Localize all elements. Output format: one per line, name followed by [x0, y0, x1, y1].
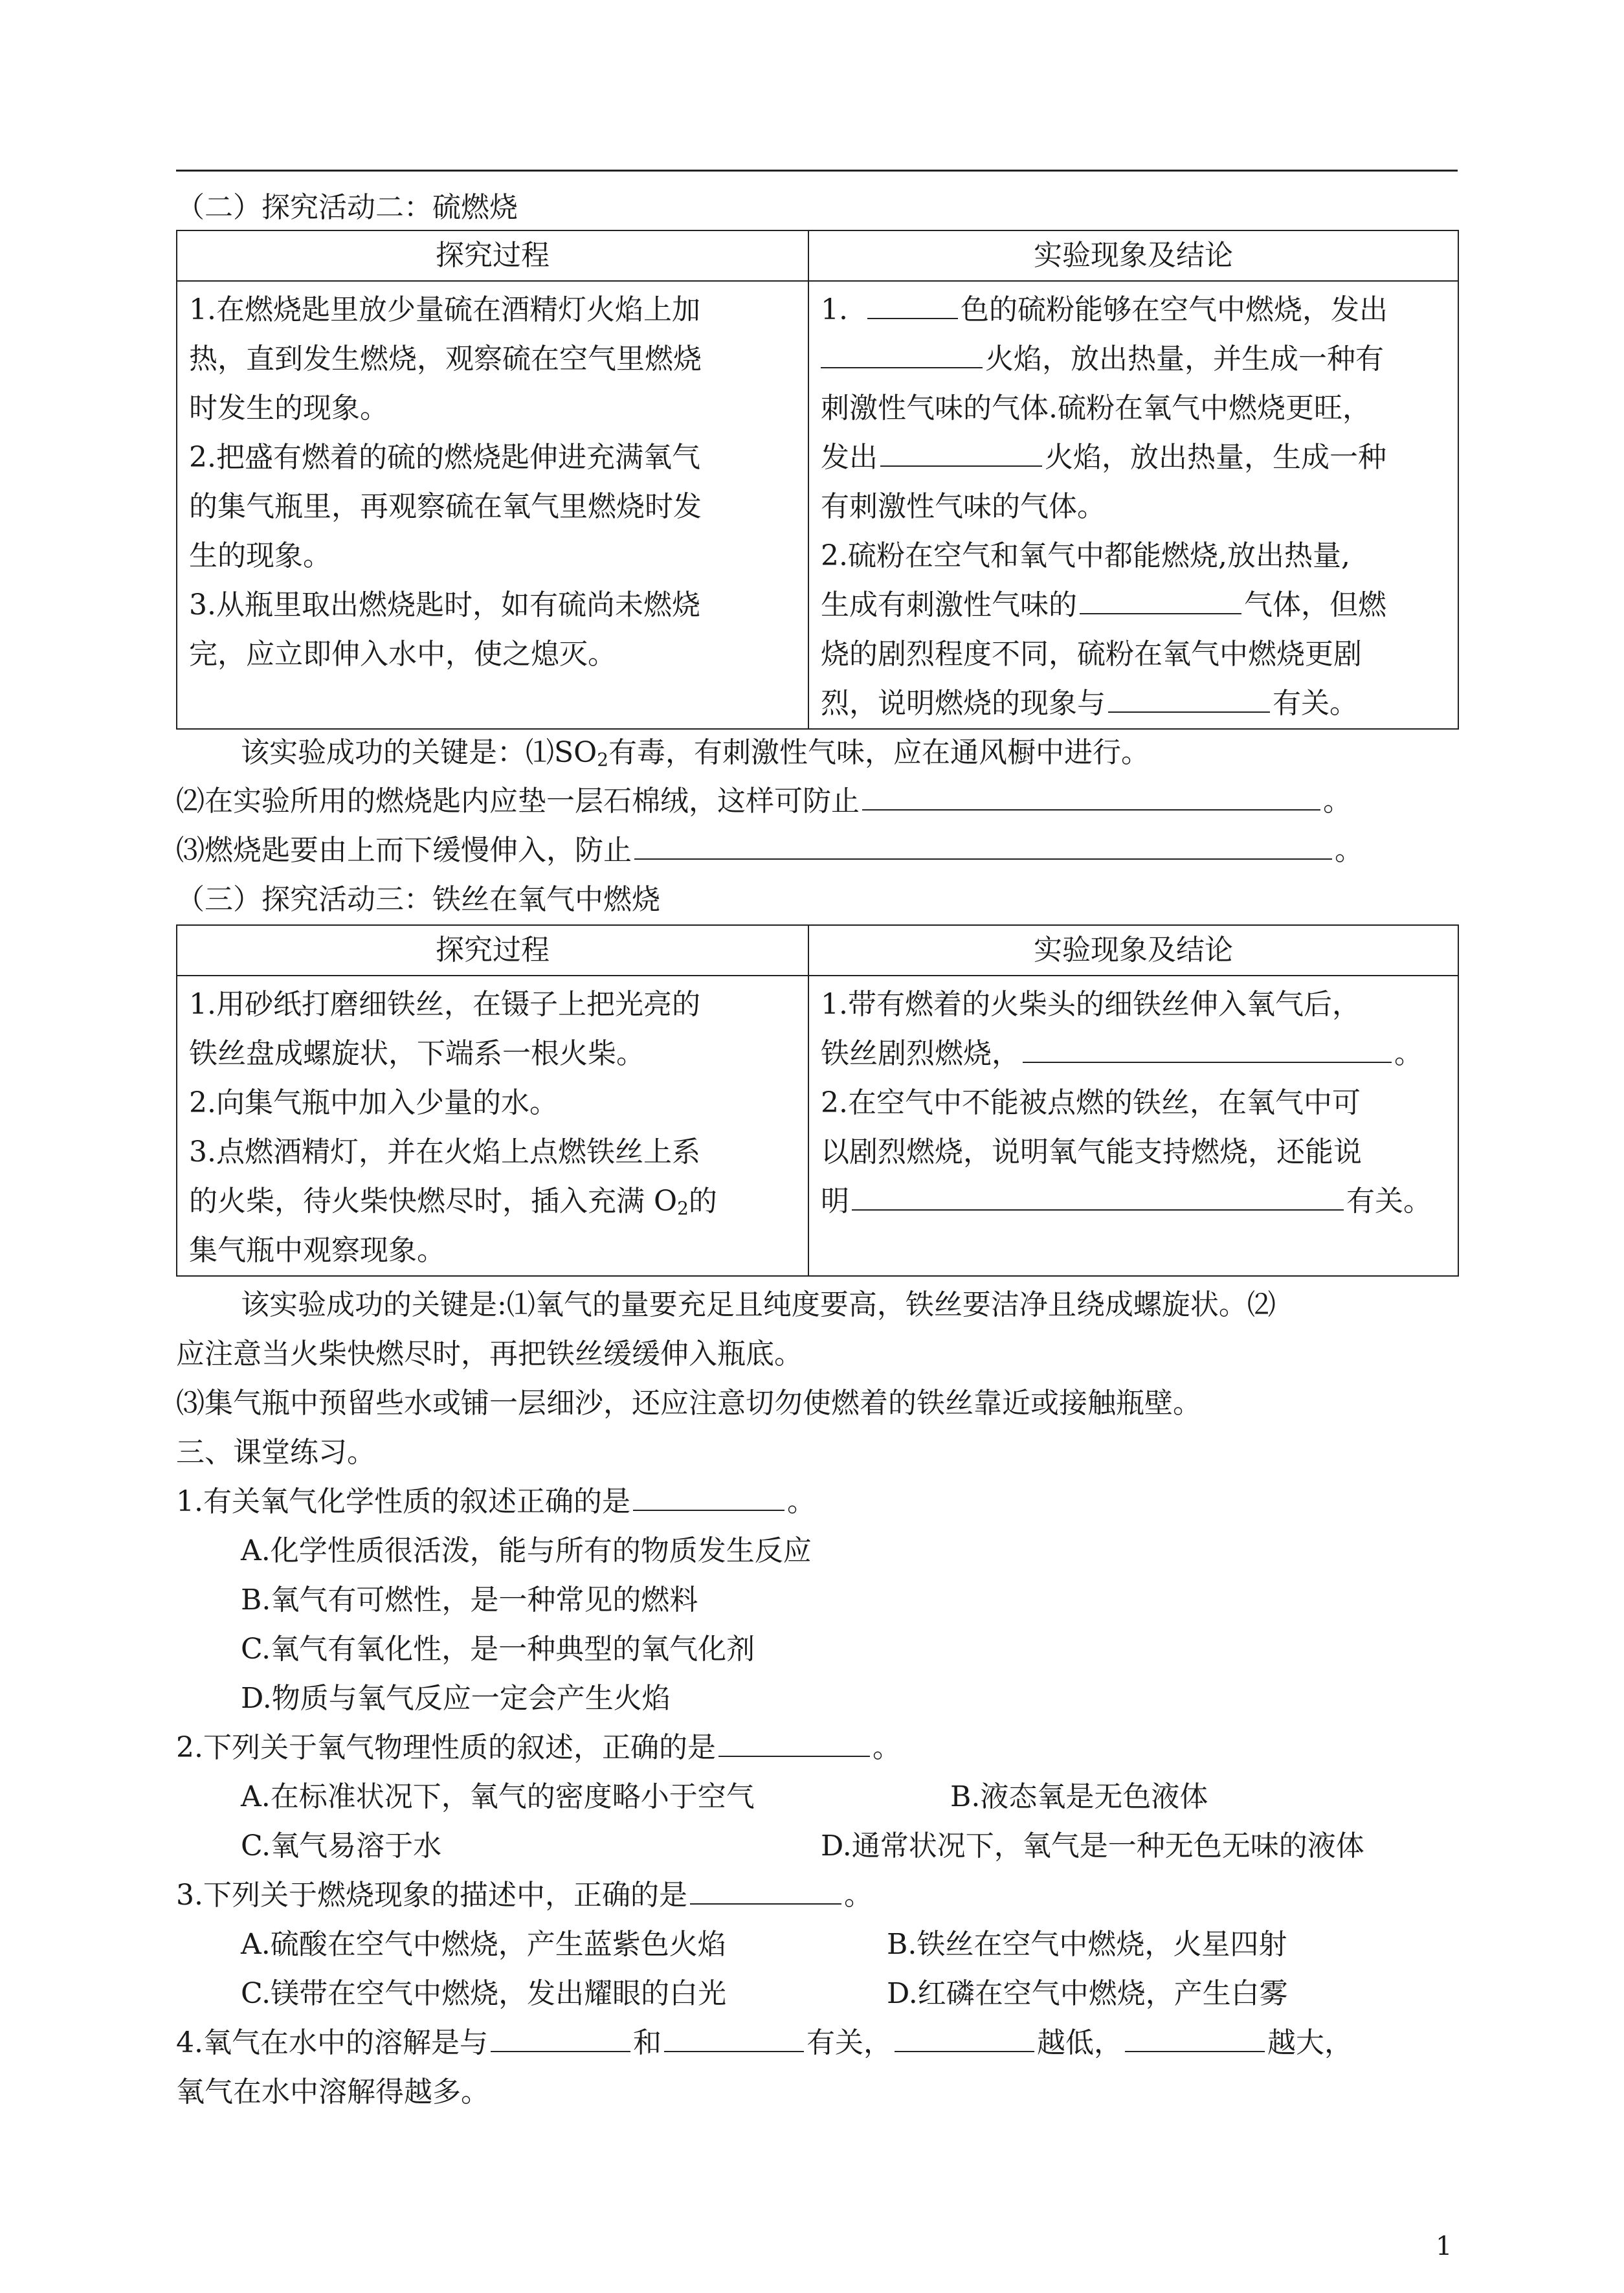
process-line: 3.从瓶里取出燃烧匙时，如有硫尚未燃烧 — [189, 588, 700, 621]
result-text: 刺激性气味的气体.硫粉在氧气中燃烧更旺， — [821, 392, 1371, 425]
page-number: 1 — [1436, 2231, 1452, 2261]
result-text: 色的硫粉能够在空气中燃烧，发出 — [960, 293, 1388, 326]
answer-blank[interactable] — [895, 2020, 1034, 2052]
result-text: 火焰，放出热量，生成一种 — [1045, 441, 1386, 474]
result-text: 发出 — [821, 441, 878, 474]
result-text: 1. — [821, 293, 848, 326]
answer-blank[interactable] — [852, 1178, 1344, 1211]
answer-blank[interactable] — [1108, 680, 1270, 713]
q2-option-c[interactable]: C.氧气易溶于水 — [241, 1829, 442, 1862]
q3-option-d[interactable]: D.红磷在空气中燃烧，产生白雾 — [887, 1977, 1288, 2010]
question-4: 4.氧气在水中的溶解是与 和 有关， 越低， 越大， — [176, 2019, 1353, 2068]
result-text: 有关。 — [1273, 687, 1358, 720]
section3-title: （三）探究活动三：铁丝在氧气中燃烧 — [176, 883, 660, 916]
answer-blank[interactable] — [718, 1725, 870, 1757]
process-line: 生的现象。 — [189, 539, 331, 572]
answer-blank[interactable] — [867, 287, 958, 319]
q2-option-d[interactable]: D.通常状况下，氧气是一种无色无味的液体 — [821, 1829, 1364, 1862]
q1-option-a[interactable]: A.化学性质很活泼，能与所有的物质发生反应 — [241, 1534, 812, 1567]
process-line: 1.在燃烧匙里放少量硫在酒精灯火焰上加 — [189, 293, 700, 326]
result-text: 火焰，放出热量，并生成一种有 — [985, 342, 1384, 375]
process-line: 2.向集气瓶中加入少量的水。 — [189, 1086, 558, 1119]
result-text: 2.在空气中不能被点燃的铁丝，在氧气中可 — [821, 1086, 1361, 1119]
answer-blank[interactable] — [1080, 582, 1241, 614]
result-text: 1.带有燃着的火柴头的细铁丝伸入氧气后， — [821, 988, 1361, 1021]
q3-option-c[interactable]: C.镁带在空气中燃烧，发出耀眼的白光 — [241, 1977, 727, 2010]
section2-result-cell — [808, 281, 1458, 729]
q1-option-d[interactable]: D.物质与氧气反应一定会产生火焰 — [241, 1682, 671, 1715]
section2-key-point-1: 该实验成功的关键是：$⑴SO_2$有毒，有刺激性气味，应在通风橱中进行。 — [241, 736, 1150, 770]
q3-option-a[interactable]: A.硫酸在空气中燃烧，产生蓝紫色火焰 — [241, 1928, 726, 1961]
answer-blank[interactable] — [880, 434, 1042, 467]
process-line: 热，直到发生燃烧，观察硫在空气里燃烧 — [189, 342, 702, 375]
result-text: 烧的剧烈程度不同，硫粉在氧气中燃烧更剧 — [821, 638, 1362, 671]
result-text: 气体，但燃 — [1244, 588, 1386, 621]
process-line: 2.把盛有燃着的硫的燃烧匙伸进充满氧气 — [189, 441, 700, 474]
practice-heading: 三、课堂练习。 — [176, 1436, 375, 1469]
answer-blank[interactable] — [491, 2020, 630, 2052]
process-line: 集气瓶中观察现象。 — [189, 1234, 445, 1267]
q3-option-b[interactable]: B.铁丝在空气中燃烧，火星四射 — [887, 1928, 1287, 1961]
result-text: 2.硫粉在空气和氧气中都能燃烧,放出热量, — [821, 539, 1350, 572]
section2-key-point-3: ⑶燃烧匙要由上而下缓慢伸入，防止 。 — [176, 826, 1363, 875]
result-text: 烈，说明燃烧的现象与 — [821, 687, 1106, 720]
process-line: 的火柴，待火柴快燃尽时，插入充满 $O_2$的 — [189, 1185, 717, 1219]
result-text: 以剧烈燃烧，说明氧气能支持燃烧，还能说 — [821, 1135, 1362, 1169]
result-text: 有关。 — [1346, 1185, 1432, 1218]
answer-blank[interactable] — [1023, 1031, 1392, 1063]
section3-result-cell: 1.带有燃着的火柴头的细铁丝伸入氧气后， 铁丝剧烈燃烧， 。 2.在空气中不能被点燃的铁丝，在氧气中可 以剧烈燃烧，说明氧气能支持燃烧，还能说 明 有关。 — [808, 976, 1458, 1276]
section3-key-point-3: ⑶集气瓶中预留些水或铺一层细沙，还应注意切勿使燃着的铁丝靠近或接触瓶壁。 — [176, 1387, 1201, 1420]
section3-header-process: 探究过程 — [177, 925, 808, 976]
q1-option-c[interactable]: C.氧气有氧化性，是一种典型的氧气化剂 — [241, 1633, 755, 1666]
question-4-continued: 氧气在水中溶解得越多。 — [176, 2075, 489, 2108]
answer-blank[interactable] — [634, 827, 1332, 860]
section3-process-cell — [177, 976, 808, 1276]
header-rule — [176, 170, 1458, 172]
process-line: 时发生的现象。 — [189, 392, 388, 425]
process-line: 铁丝盘成螺旋状，下端系一根火柴。 — [189, 1037, 645, 1070]
section2-key-point-2: ⑵在实验所用的燃烧匙内应垫一层石棉绒，这样可防止 。 — [176, 777, 1351, 826]
process-line: 的集气瓶里，再观察硫在氧气里燃烧时发 — [189, 490, 702, 523]
question-1: 1.有关氧气化学性质的叙述正确的是 。 — [176, 1477, 816, 1527]
answer-blank[interactable] — [862, 778, 1320, 811]
q2-option-b[interactable]: B.液态氧是无色液体 — [950, 1780, 1208, 1813]
process-line: 3.点燃酒精灯，并在火焰上点燃铁丝上系 — [189, 1135, 700, 1169]
process-line: 完，应立即伸入水中，使之熄灭。 — [189, 638, 616, 671]
question-2: 2.下列关于氧气物理性质的叙述，正确的是 。 — [176, 1723, 901, 1773]
process-line: 1.用砂纸打磨细铁丝，在镊子上把光亮的 — [189, 988, 700, 1021]
section2-header-process: 探究过程 — [177, 230, 808, 281]
section3-table — [176, 924, 1459, 1277]
section2-header-result: 实验现象及结论 — [808, 230, 1458, 281]
section3-key-point-1: 该实验成功的关键是:⑴氧气的量要充足且纯度要高，铁丝要洁净且绕成螺旋状。⑵ — [241, 1288, 1276, 1321]
section2-title: （二）探究活动二：硫燃烧 — [176, 191, 518, 224]
result-text: 明 — [821, 1185, 849, 1218]
answer-blank[interactable] — [664, 2020, 804, 2052]
result-text: 生成有刺激性气味的 — [821, 588, 1077, 621]
section3-header-result: 实验现象及结论 — [808, 925, 1458, 976]
section2-table — [176, 230, 1459, 730]
result-text: 铁丝剧烈燃烧， — [821, 1037, 1020, 1070]
result-text: 有刺激性气味的气体。 — [821, 490, 1106, 523]
section2-process-cell — [177, 281, 808, 729]
q2-option-a[interactable]: A.在标准状况下，氧气的密度略小于空气 — [241, 1780, 755, 1813]
answer-blank[interactable] — [690, 1872, 841, 1905]
question-3: 3.下列关于燃烧现象的描述中，正确的是 。 — [176, 1871, 873, 1920]
answer-blank[interactable] — [1125, 2020, 1265, 2052]
section3-key-point-2: 应注意当火柴快燃尽时，再把铁丝缓缓伸入瓶底。 — [176, 1337, 803, 1370]
answer-blank[interactable] — [633, 1479, 784, 1511]
answer-blank[interactable] — [821, 336, 983, 368]
q1-option-b[interactable]: B.氧气有可燃性，是一种常见的燃料 — [241, 1583, 698, 1616]
